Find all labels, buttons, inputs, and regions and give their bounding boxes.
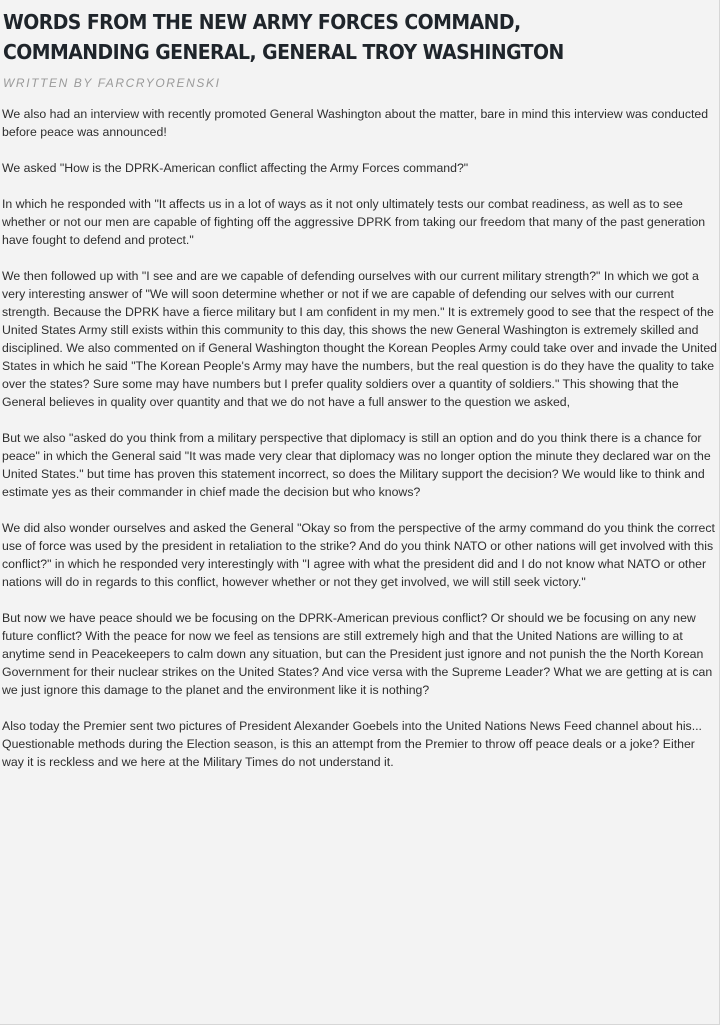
article-byline: WRITTEN BY FARCRYORENSKI	[3, 76, 221, 90]
article-paragraph: In which he responded with "It affects us in a lot of ways as it not only ultimately tests our combat readiness, as well as to see whether or not our men are capable of fighting off the aggressive DPRK from taking our freedom that many of the past generation have fought to defend and protect."	[2, 197, 706, 247]
article-paragraph: We then followed up with "I see and are we capable of defending ourselves with our current military strength?" In which we got a very interesting answer of "We will soon determine whether or not if we are capable of defending our selves with our current strength. Because the DPRK have a fierce military but I am confident in my men." It is extremely good to see that the respect of the United States Army still exists within this community to this day, this shows the new General Washington is extremely skilled and disciplined. We also commented on if General Washington thought the Korean Peoples Army could take over and invade the United States in which he said "The Korean People's Army may have the numbers, but the real question is do they have the quality to take over the states? Sure some may have numbers but I prefer quality soldiers over a quantity of soldiers." This showing that the General believes in quality over quantity and that we do not have a full answer to the question we asked,	[2, 269, 718, 409]
article-paragraph: We did also wonder ourselves and asked the General "Okay so from the perspective of the army command do you think the correct use of force was used by the president in retaliation to the strike? And do you think NATO or other nations will get involved with this conflict?" in which he responded very interestingly with "I agree with what the president did and I do not know what NATO or other nations will do in regards to this conflict, however whether or not they get involved, we will still seek victory."	[2, 521, 715, 589]
article-body	[2, 105, 720, 789]
article-title: WORDS FROM THE NEW ARMY FORCES COMMAND, COMMANDING GENERAL, GENERAL TROY WASHINGTON	[3, 10, 564, 64]
article-paragraph: We also had an interview with recently promoted General Washington about the matter, bare in mind this interview was conducted before peace was announced!	[2, 107, 709, 139]
article-paragraph: Also today the Premier sent two pictures of President Alexander Goebels into the United Nations News Feed channel about his... Questionable methods during the Election season, is this an attempt from the Premier to throw off peace deals or a joke? Either way it is reckless and we here at the Military Times do not understand it.	[2, 719, 702, 769]
article-paragraph: We asked "How is the DPRK-American conflict affecting the Army Forces command?"	[2, 161, 469, 175]
article-paragraph: But now we have peace should we be focusing on the DPRK-American previous conflict? Or should we be focusing on any new future conflict? With the peace for now we feel as tensions are still extremely high and that the United Nations are willing to at anytime send in Peacekeepers to calm down any situation, but can the President just ignore and not punish the the North Korean Government for their nuclear strikes on the United States? And vice versa with the Supreme Leader? What we are getting at is can we just ignore this damage to the planet and the environment like it is nothing?	[2, 611, 713, 697]
article-paragraph: But we also "asked do you think from a military perspective that diplomacy is still an option and do you think there is a chance for peace" in which the General said "It was made very clear that diplomacy was no longer option the minute they declared war on the United States." but time has proven this statement incorrect, so does the Military support the decision? We would like to think and estimate yes as their commander in chief made the decision but who knows?	[2, 431, 711, 499]
